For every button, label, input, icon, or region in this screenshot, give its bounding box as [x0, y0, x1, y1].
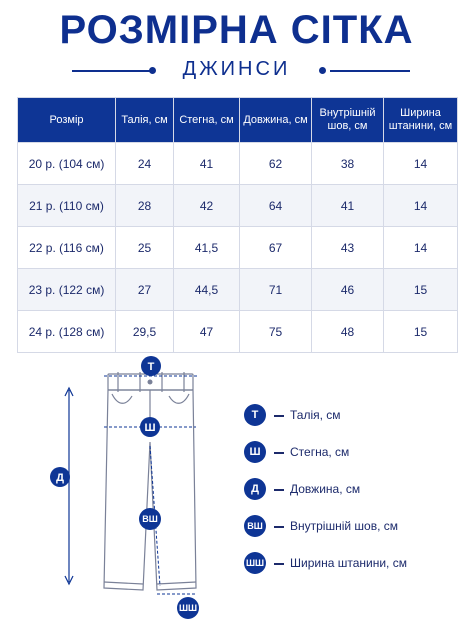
legend-label: Довжина, см	[290, 482, 361, 496]
leg-width-measure	[157, 594, 199, 619]
legend	[244, 404, 464, 589]
column-header-length: Довжина, см	[240, 98, 312, 143]
table-row	[18, 227, 458, 269]
legend-label: Внутрішній шов, см	[290, 519, 399, 533]
table-cell: 25	[116, 227, 174, 269]
table-row	[18, 185, 458, 227]
page-title: РОЗМІРНА СІТКА	[59, 8, 414, 52]
table-row	[18, 311, 458, 353]
table-cell: 23 р. (122 см)	[18, 269, 116, 311]
legend-label: Талія, см	[290, 408, 341, 422]
subtitle-row	[0, 58, 473, 84]
legend-marker: ШШ	[244, 552, 266, 574]
table-cell: 43	[312, 227, 384, 269]
button-icon	[148, 380, 153, 385]
table-cell: 42	[174, 185, 240, 227]
table-cell: 29,5	[116, 311, 174, 353]
legend-marker: Д	[244, 478, 266, 500]
table-cell: 46	[312, 269, 384, 311]
legend-dash	[274, 563, 284, 565]
legend-item-inseam	[244, 515, 464, 539]
legend-dash	[274, 452, 284, 454]
length-marker: Д	[56, 472, 64, 484]
legend-label: Ширина штанини, см	[290, 556, 407, 570]
legend-marker: Т	[244, 404, 266, 426]
table-cell: 71	[240, 269, 312, 311]
table-cell: 27	[116, 269, 174, 311]
table-cell: 28	[116, 185, 174, 227]
table-cell: 48	[312, 311, 384, 353]
table-cell: 64	[240, 185, 312, 227]
table-row	[18, 143, 458, 185]
table-cell: 15	[384, 311, 458, 353]
inseam-measure	[139, 446, 161, 586]
table-cell: 24 р. (128 см)	[18, 311, 116, 353]
hip-measure	[104, 417, 196, 437]
table-cell: 14	[384, 185, 458, 227]
waist-marker: Т	[147, 361, 155, 373]
table-cell: 22 р. (116 см)	[18, 227, 116, 269]
legend-label: Стегна, см	[290, 445, 350, 459]
table-cell: 75	[240, 311, 312, 353]
jeans-outline	[104, 374, 196, 590]
column-header-inseam: Внутрішній шов, см	[312, 98, 384, 143]
table-row	[18, 269, 458, 311]
table-cell: 24	[116, 143, 174, 185]
length-measure	[50, 388, 73, 584]
subtitle-divider-right	[330, 70, 410, 72]
size-table	[17, 97, 458, 353]
column-header-leg-width: Ширина штанини, см	[384, 98, 458, 143]
table-cell: 47	[174, 311, 240, 353]
column-header-waist: Талія, см	[116, 98, 174, 143]
table-cell: 15	[384, 269, 458, 311]
table-cell: 62	[240, 143, 312, 185]
table-cell: 41	[174, 143, 240, 185]
hip-marker: Ш	[144, 422, 156, 434]
table-cell: 41,5	[174, 227, 240, 269]
leg-width-marker: ШШ	[178, 603, 198, 613]
legend-item-waist	[244, 404, 464, 428]
table-header-row	[18, 98, 458, 143]
table-cell: 67	[240, 227, 312, 269]
table-cell: 14	[384, 143, 458, 185]
table-cell: 44,5	[174, 269, 240, 311]
legend-marker: ВШ	[244, 515, 266, 537]
table-cell: 14	[384, 227, 458, 269]
table-cell: 20 р. (104 см)	[18, 143, 116, 185]
subtitle-dot-right	[319, 67, 326, 74]
column-header-hips: Стегна, см	[174, 98, 240, 143]
legend-dash	[274, 415, 284, 417]
table-cell: 41	[312, 185, 384, 227]
table-cell: 21 р. (110 см)	[18, 185, 116, 227]
table-cell: 38	[312, 143, 384, 185]
legend-item-hips	[244, 441, 464, 465]
legend-item-leg-width	[244, 552, 464, 576]
jeans-diagram	[40, 356, 240, 626]
column-header-size: Розмір	[18, 98, 116, 143]
legend-item-length	[244, 478, 464, 502]
legend-dash	[274, 489, 284, 491]
page-subtitle: ДЖИНСИ	[182, 58, 291, 80]
inseam-marker: ВШ	[142, 514, 158, 524]
legend-dash	[274, 526, 284, 528]
legend-marker: Ш	[244, 441, 266, 463]
